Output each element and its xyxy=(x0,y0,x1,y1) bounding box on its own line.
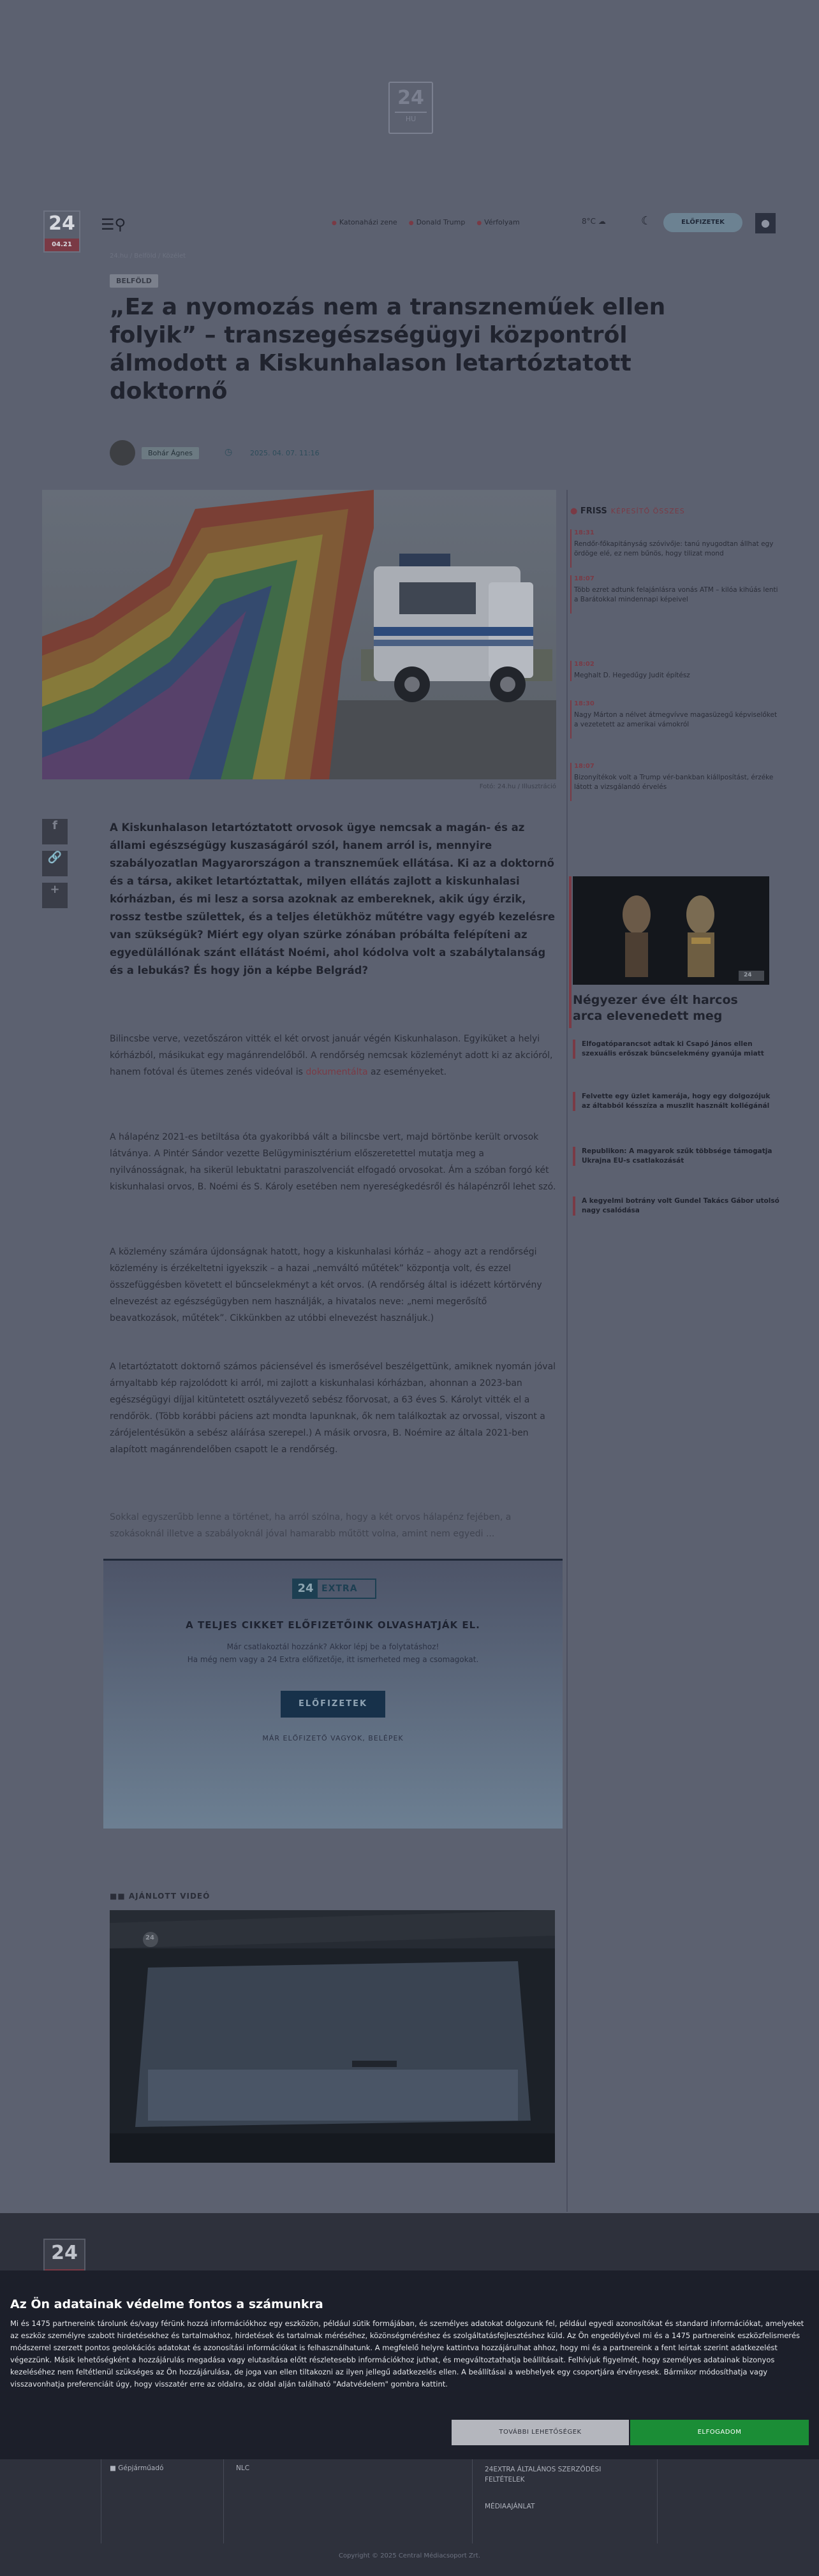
feature-card-accent xyxy=(569,876,572,1028)
paywall-login-hint[interactable]: Már csatlakoztál hozzánk? Akkor lépj be a folytatáshoz! xyxy=(226,1642,439,1651)
author-avatar[interactable] xyxy=(110,440,135,466)
video-frame xyxy=(110,1910,555,2163)
extra-logo-text: EXTRA xyxy=(321,1584,358,1594)
footer-logo-number: 24 xyxy=(51,2242,78,2264)
feature-card-title[interactable]: Négyezer éve élt harcos arca elevenedett meg xyxy=(573,993,738,1023)
site-logo-date: 04.21 xyxy=(45,239,79,251)
article-paragraph: A letartóztatott doktornő számos páciensével és ismerősével beszélgettünk, amiknek nyomán jóval árnyaltabb kép rajzolódott ki arról, mi zajlott a kiskunhalasi kórházban, ahonnan a 2023-ban egészségügyi díjjal kitüntetett osztályvezető sebész főorvosat, a 63 éves S. Károlyt vitték el a rendőrök. (Több korábbi páciens azt mondta lapunknak, ők nem találkoztak az orvossal, viszont a zárójelentésükön a sebész aláírása szerepel.) A másik orvosra, B. Noémire az általa 2021-ben alapított magánrendelőben csapott le a rendőrség. xyxy=(110,1362,556,1455)
live-item-text[interactable]: Nagy Márton a nélvet átmegvívve magasüzegű képviselőket a vezetetett az amerikai vámokról xyxy=(574,711,778,728)
footer-link-nlc[interactable]: NLC xyxy=(236,2464,250,2472)
featured-video-label-text: AJÁNLOTT VIDEÓ xyxy=(128,1892,210,1901)
article-title: „Ez a nyomozás nem a transzneműek ellen folyik” – transzegészségügyi központról álmodott a Kiskunhalason letartóztatott doktornő xyxy=(110,294,666,404)
live-item-marker xyxy=(570,763,572,801)
extra-logo-number: 24 xyxy=(293,1580,318,1598)
weather-widget[interactable] xyxy=(582,217,606,226)
live-item-text[interactable]: Több ezret adtunk felajánlásra vonás ATM – kilóa kihúás lenti a Barátokkal mindennapi képeivel xyxy=(574,586,778,603)
live-item-marker xyxy=(570,575,572,614)
consent-more-options-button[interactable]: TOVÁBBI LEHETŐSÉGEK xyxy=(452,2420,629,2445)
site-logo-number: 24 xyxy=(48,212,75,235)
menu-search-icon[interactable]: ☰⚲ xyxy=(101,216,126,233)
live-feed-header xyxy=(570,506,685,516)
live-item-text[interactable]: Rendőr-főkapitányság szóvivője: tanú nyugodtan állhat egy ördöge elé, ez nem bűnös, hogy tilizat mond xyxy=(574,540,774,557)
cloud-icon: ☁ xyxy=(598,217,606,226)
trending-topics xyxy=(332,218,520,226)
sidebar-article-link[interactable]: A kegyelmi botrány volt Gundel Takács Gábor utolsó nagy csalódása xyxy=(573,1196,779,1216)
live-dot-icon: ● xyxy=(570,506,578,516)
article-paragraph: A hálapénz 2021-es betiltása óta gyakoribbá vált a bilincsbe vert, majd börtönbe került orvosok látványa. A Pintér Sándor vezette Belügyminisztérium előszeretettel mutatja meg a nyilvánosságnak, ha sikerül lebuktatni paraszolvenciát elfogadó orvosokat. Ám a szóban forgó két kiskunhalasi orvos, B. Noémi és S. Károly esetében nem nyereségkedésről és hálapénzről lehet szó. xyxy=(110,1132,556,1192)
paywall-packages-hint[interactable]: Ha még nem vagy a 24 Extra előfizetője, itt ismerheted meg a csomagokat. xyxy=(187,1655,479,1664)
video-icon: ■■ xyxy=(110,1892,126,1901)
top-ad-area xyxy=(0,0,819,204)
copyright: Copyright © 2025 Central Médiacsoport Zrt. xyxy=(338,2552,481,2559)
video-badge: 24 xyxy=(145,1934,154,1941)
ad-logo xyxy=(388,82,433,134)
user-icon[interactable]: ● xyxy=(755,213,776,233)
feature-card-badge: 24 xyxy=(744,972,752,978)
extra-logo xyxy=(292,1579,376,1599)
feature-card-image[interactable] xyxy=(573,876,769,985)
sidebar-article-link[interactable]: Republikon: A magyarok szűk többsége támogatja Ukrajna EU-s csatlakozását xyxy=(573,1147,779,1166)
article-paragraph-faded: Sokkal egyszerűbb lenne a történet, ha arról szólna, hogy a két orvos hálapénz fejében, a szokásoknál illetve a szabályoknál jóval hamarabb műtött volna, amint nem egyedi ... xyxy=(110,1512,512,1539)
live-item-text[interactable]: Bizonyítékok volt a Trump vér-bankban kiállposítást, érzéke látott a vizsgálandó érvelés xyxy=(574,774,774,791)
footer-link-terms[interactable]: 24EXTRA ÁLTALÁNOS SZERZŐDÉSI FELTÉTELEK xyxy=(485,2466,601,2484)
link-icon[interactable]: 🔗 xyxy=(42,851,68,876)
live-item-marker xyxy=(570,700,572,739)
footer-link-text: Gépjárműadó xyxy=(118,2464,164,2472)
publish-date: 2025. 04. 07. 11:16 xyxy=(250,449,320,457)
warrior-bust-photo xyxy=(573,876,769,985)
article-lead: A Kiskunhalason letartóztatott orvosok ügye nemcsak a magán- és az állami egészségügy kuszaságáról szól, hanem arról is, mennyire szabályozatlan Magyarországon a transzneműek ellátása. Ki az a doktornő és a társa, akiket letartóztattak, milyen ellátás zajlott a kiskunhalasi kórházban, és mi lesz a sorsa azoknak az embereknek, akik úgy érzik, rossz testbe születtek, és a teljes életükhöz műtétre vagy egyéb kezelésre van szükségük? Miért egy olyan szürke zónában próbálta felépíteni az egyedülállónak szánt ellátást Noémi, ahol kódolva volt a szabálytalanság és a lebukás? És hogy jön a képbe Belgrád? xyxy=(110,821,556,976)
dark-mode-icon[interactable]: ☾ xyxy=(641,214,652,228)
inline-link[interactable]: dokumentálta xyxy=(306,1067,368,1077)
live-feed-subtitle[interactable]: KÉPESÍTŐ ÖSSZES xyxy=(610,507,685,515)
live-item-time: 18:07 xyxy=(574,575,594,582)
site-logo[interactable] xyxy=(43,210,80,253)
live-item-marker xyxy=(570,529,572,568)
footer-link-media-offer[interactable]: MÉDIAAJÁNLAT xyxy=(485,2503,535,2510)
trending-topic[interactable]: ● Katonaházi zene xyxy=(332,218,397,226)
paywall-box xyxy=(103,1559,563,1829)
sidebar-article-link[interactable]: Felvette egy üzlet kamerája, hogy egy dolgozójuk az áltabból késszíza a muszlit használt kollégánál xyxy=(573,1092,779,1111)
trending-topic[interactable]: ● Vérfolyam xyxy=(476,218,519,226)
consent-text: Mi és 1475 partnereink tárolunk és/vagy férünk hozzá információkhoz egy eszközön, például sütik formájában, és személyes adatokat dolgozunk fel, például egyedi azonosítókat és standard információkat, amelyeket az eszköz személyre szabott hirdetésekhez és tartalmakhoz, hirdetések és tartalmak méréséhez, közönségméréshez és szolgáltatásfejlesztéshez küld. Az Ön engedélyével mi és a 1475 partnereink eszközfelismerés módszerrel szerzett pontos geolokációs adatokat és azonosítási információkat is felhasználhatunk. A megfelelő helyre kattintva hozzájárulhat ahhoz, hogy mi és a partnereink a fent leírtak szerint adatkezelést végezzünk. Másik lehetőségként a hozzájárulás megadása vagy elutasítása előtt részletesebb információkhoz juthat, és megváltoztathatja beállításait. Felhívjuk figyelmét, hogy személyes adatainak bizonyos kezeléséhez nem feltétlenül szükséges az Ön hozzájárulása, de joga van ellen tiltakozni az ilyen jellegű adatkezelés ellen. A beállításai a webhelyek egy csoportjára érvényesek. Bármikor módosíthatja vagy visszavonhatja preferenciáit úgy, hogy visszatér erre az oldalra, az oldal alján található "Adatvédelem" gombra kattint. xyxy=(10,2319,804,2388)
live-item-time: 18:30 xyxy=(574,700,594,707)
hero-image xyxy=(42,490,556,779)
consent-accept-button[interactable]: ELFOGADOM xyxy=(630,2420,809,2445)
live-item-marker xyxy=(570,661,572,681)
clock-icon: ◷ xyxy=(225,447,233,457)
breadcrumb[interactable]: 24.hu / Belföld / Közélet xyxy=(110,253,186,260)
paragraph-text: Bilincsbe verve, vezetőszáron vitték el két orvost január végén Kiskunhalason. Egyiküket a helyi kórházból, másikukat egy magánrendelőből. A rendőrség nemcsak közleményt adott ki az akcióról, hanem fotóval és ütemes zenés videóval is xyxy=(110,1034,553,1077)
sidebar-article-link[interactable]: Elfogatóparancsot adtak ki Csapó János ellen szexuális erőszak bűncselekmény gyanúja miatt xyxy=(573,1040,779,1059)
featured-video-player[interactable] xyxy=(110,1910,555,2163)
article-paragraph xyxy=(110,1031,556,1080)
footer-link-gepjarmuado[interactable]: ■ Gépjárműadó xyxy=(110,2464,164,2472)
sidebar-divider xyxy=(566,490,568,2212)
weather-temperature: 8°C xyxy=(582,217,596,226)
featured-video-label xyxy=(110,1892,210,1901)
live-feed-title: FRISS xyxy=(580,506,607,516)
image-caption: Fotó: 24.hu / Illusztráció xyxy=(479,783,556,790)
trending-topic[interactable]: ● Donald Trump xyxy=(409,218,466,226)
paywall-login-link[interactable]: MÁR ELŐFIZETŐ VAGYOK, BELÉPEK xyxy=(262,1734,404,1742)
live-item-time: 18:02 xyxy=(574,661,594,668)
paywall-title: A TELJES CIKKET ELŐFIZETŐINK OLVASHATJÁK EL. xyxy=(186,1619,480,1631)
plus-icon[interactable]: + xyxy=(42,883,68,908)
subscribe-button[interactable]: ELŐFIZETEK xyxy=(663,213,742,232)
live-item-time: 18:07 xyxy=(574,763,594,770)
paragraph-text: az eseményeket. xyxy=(371,1067,447,1077)
live-item-time: 18:31 xyxy=(574,529,594,536)
author-name[interactable]: Bohár Ágnes xyxy=(142,447,199,459)
category-tag[interactable]: BELFÖLD xyxy=(110,274,158,288)
article-paragraph: A közlemény számára újdonságnak hatott, hogy a kiskunhalasi kórház – ahogy azt a rendőrségi közlemény is érzékeltetni igyekszik – a hazai „nemváltó műtétek” központja volt, és ezzel összefüggésben követett el bűncselekményt a két orvos. (A rendőrség által is idézett kórtörvény elnevezést az egészségügyben nem használják, a hivatalos neve: „nemi megerősítő beavatkozások, műtétek”. Cikkünkben az utóbbi elnevezést használjuk.) xyxy=(110,1247,542,1323)
facebook-icon[interactable]: f xyxy=(42,819,68,844)
ad-logo-text: HU xyxy=(395,112,427,123)
live-item-text[interactable]: Meghalt D. Hegedűgy Judit építész xyxy=(574,672,690,679)
consent-title: Az Ön adatainak védelme fontos a számunkra xyxy=(10,2297,323,2311)
hero-photo xyxy=(42,490,556,779)
ad-logo-number: 24 xyxy=(397,87,424,109)
paywall-subscribe-button[interactable]: ELŐFIZETEK xyxy=(281,1691,385,1718)
